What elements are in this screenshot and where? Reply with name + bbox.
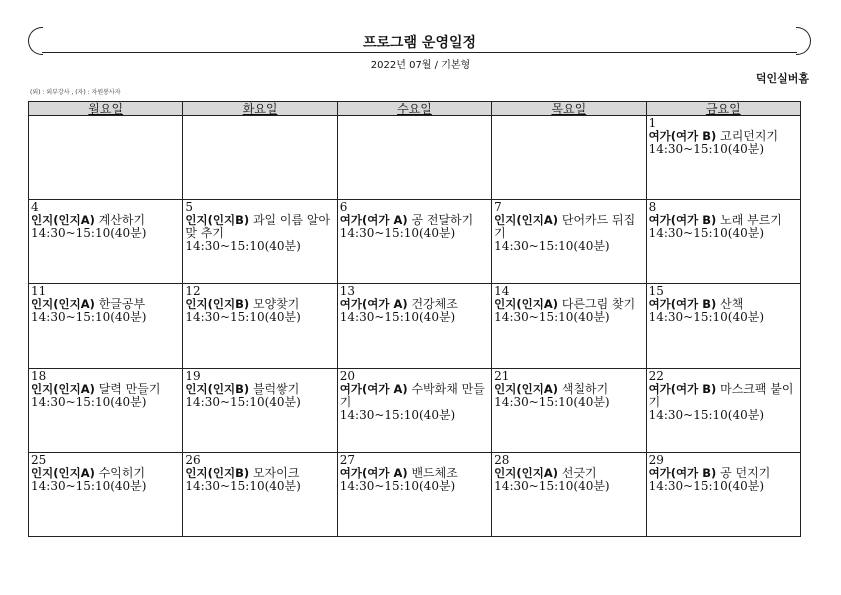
- day-number: 22: [648, 368, 664, 383]
- calendar-day-cell: [646, 116, 800, 200]
- day-number: 28: [494, 452, 510, 467]
- program-type: 여가(여가 A): [339, 297, 408, 312]
- day-number: 5: [185, 200, 194, 215]
- calendar-day-cell: [337, 452, 491, 536]
- weekday-header: 화요일: [183, 102, 337, 116]
- program-time: 14:30~15:10(40분): [31, 226, 147, 241]
- program-entry: [494, 214, 643, 240]
- program-type: 인지(인지B): [185, 381, 250, 396]
- program-time: 14:30~15:10(40분): [648, 310, 765, 325]
- program-name: 밴드체조: [411, 465, 458, 480]
- calendar-week-row: [29, 368, 801, 452]
- weekday-header: 목요일: [492, 102, 646, 116]
- program-time: 14:30~15:10(40분): [339, 226, 456, 241]
- calendar-day-cell: [646, 368, 800, 452]
- program-name: 과일 이름 알아 맞 추기: [185, 213, 331, 241]
- calendar-day-cell: [183, 452, 337, 536]
- program-name: 건강체조: [411, 297, 458, 312]
- day-number: 8: [648, 200, 657, 215]
- calendar-day-cell: [492, 200, 646, 284]
- program-name: 공 전달하기: [411, 213, 474, 228]
- program-type: 여가(여가 B): [648, 129, 717, 143]
- day-number: 4: [31, 200, 39, 215]
- program-time: 14:30~15:10(40분): [494, 478, 610, 493]
- program-entry: [340, 467, 489, 480]
- day-number: 27: [339, 452, 356, 467]
- program-entry: [31, 383, 180, 396]
- weekday-header: 금요일: [646, 102, 800, 116]
- day-number: 20: [339, 368, 356, 383]
- program-name: 선긋기: [561, 465, 597, 480]
- program-name: 다른그림 찾기: [561, 297, 636, 312]
- day-number: 1: [648, 116, 657, 130]
- program-time: 14:30~15:10(40분): [31, 394, 147, 409]
- program-entry: [649, 383, 798, 409]
- calendar-day-cell: [492, 452, 646, 536]
- day-number: 15: [648, 284, 664, 299]
- program-name: 마스크팩 붙이기: [648, 381, 794, 409]
- program-type: 인지(인지B): [185, 213, 250, 228]
- program-name: 모자이크: [252, 465, 300, 480]
- calendar-day-cell: [29, 116, 183, 200]
- program-type: 인지(인지A): [494, 465, 559, 480]
- calendar-day-cell: [29, 284, 183, 368]
- program-name: 공 던지기: [720, 465, 771, 480]
- weekday-header: 수요일: [337, 102, 491, 116]
- program-type: 인지(인지B): [185, 465, 250, 480]
- calendar-week-row: [29, 284, 801, 368]
- day-number: 21: [494, 368, 510, 383]
- program-entry: [185, 383, 334, 396]
- program-time: 14:30~15:10(40분): [185, 239, 301, 254]
- program-time: 14:30~15:10(40분): [339, 407, 456, 422]
- calendar-week-row: [29, 116, 801, 200]
- program-time: 14:30~15:10(40분): [185, 310, 301, 325]
- program-time: 14:30~15:10(40분): [494, 394, 610, 409]
- program-time: 14:30~15:10(40분): [185, 394, 301, 409]
- calendar-day-cell: [183, 200, 337, 284]
- program-time: 14:30~15:10(40분): [494, 239, 610, 254]
- program-type: 인지(인지A): [494, 381, 559, 396]
- calendar-day-cell: [29, 452, 183, 536]
- page-title: 프로그램 운영일정: [362, 35, 477, 51]
- day-number: 12: [185, 284, 201, 299]
- day-number: 7: [494, 200, 502, 215]
- program-name: 산책: [720, 297, 744, 312]
- calendar-day-cell: [646, 200, 800, 284]
- program-type: 여가(여가 A): [339, 381, 408, 396]
- calendar-day-cell: [337, 368, 491, 452]
- page-subtitle: 2022년 07월 / 기본형: [370, 60, 471, 71]
- day-number: 25: [31, 452, 47, 467]
- day-number: 13: [339, 284, 356, 299]
- program-time: 14:30~15:10(40분): [494, 310, 610, 325]
- program-time: 14:30~15:10(40분): [31, 310, 147, 325]
- calendar-day-cell: [183, 116, 337, 200]
- program-name: 한글공부: [98, 297, 146, 312]
- program-entry: [185, 214, 334, 240]
- program-time: 14:30~15:10(40분): [339, 478, 456, 493]
- program-name: 모양찾기: [252, 297, 300, 312]
- program-type: 여가(여가 A): [339, 213, 408, 228]
- program-entry: [185, 467, 334, 480]
- legend-note: (외) : 외부강사 , (자) : 자원봉사자: [30, 89, 121, 96]
- program-type: 여가(여가 A): [339, 465, 408, 480]
- calendar-day-cell: [29, 200, 183, 284]
- program-time: 14:30~15:10(40분): [648, 226, 765, 241]
- day-number: 19: [185, 368, 201, 383]
- weekday-header-row: [29, 102, 801, 116]
- day-number: 14: [494, 284, 510, 299]
- program-name: 달력 만들기: [98, 381, 161, 396]
- calendar-week-row: [29, 452, 801, 536]
- program-type: 여가(여가 B): [648, 297, 717, 312]
- program-type: 인지(인지A): [494, 213, 559, 228]
- program-type: 인지(인지A): [31, 213, 95, 228]
- program-type: 인지(인지B): [185, 297, 250, 312]
- calendar-day-cell: [492, 116, 646, 200]
- program-entry: [649, 467, 798, 480]
- program-time: 14:30~15:10(40분): [31, 478, 147, 493]
- organization-name: 덕인실버홈: [755, 72, 809, 85]
- program-type: 여가(여가 B): [648, 381, 717, 396]
- program-time: 14:30~15:10(40분): [185, 478, 301, 493]
- calendar-week-row: [29, 200, 801, 284]
- program-time: 14:30~15:10(40분): [648, 142, 765, 156]
- title-banner: [28, 27, 811, 53]
- calendar-day-cell: [646, 284, 800, 368]
- program-type: 인지(인지A): [31, 465, 95, 480]
- calendar-day-cell: [183, 368, 337, 452]
- day-number: 18: [31, 368, 47, 383]
- program-type: 인지(인지A): [31, 381, 95, 396]
- program-name: 고리던지기: [720, 129, 779, 143]
- calendar-day-cell: [337, 116, 491, 200]
- day-number: 26: [185, 452, 201, 467]
- day-number: 6: [339, 200, 348, 215]
- program-type: 여가(여가 B): [648, 465, 717, 480]
- title-underline: [42, 52, 797, 53]
- day-number: 11: [31, 284, 47, 299]
- program-name: 노래 부르기: [720, 213, 782, 228]
- calendar-day-cell: [646, 452, 800, 536]
- program-type: 여가(여가 B): [648, 213, 717, 228]
- program-name: 블럭쌓기: [252, 381, 300, 396]
- calendar-day-cell: [337, 200, 491, 284]
- program-time: 14:30~15:10(40분): [648, 478, 765, 493]
- program-time: 14:30~15:10(40분): [339, 310, 456, 325]
- program-entry: [494, 467, 643, 480]
- program-name: 계산하기: [98, 213, 146, 228]
- calendar-day-cell: [492, 284, 646, 368]
- calendar-day-cell: [183, 284, 337, 368]
- calendar-day-cell: [29, 368, 183, 452]
- program-time: 14:30~15:10(40분): [648, 407, 765, 422]
- schedule-calendar: [28, 101, 801, 537]
- program-entry: [31, 467, 180, 480]
- program-name: 수박화채 만들기: [339, 381, 485, 409]
- day-number: 29: [648, 452, 664, 467]
- calendar-day-cell: [337, 284, 491, 368]
- weekday-header: 월요일: [29, 102, 183, 116]
- program-name: 수익히기: [98, 465, 146, 480]
- program-name: 단어카드 뒤집기: [494, 213, 636, 241]
- calendar-day-cell: [492, 368, 646, 452]
- program-entry: [340, 383, 489, 409]
- program-type: 인지(인지A): [31, 297, 95, 312]
- program-name: 색칠하기: [561, 381, 609, 396]
- program-type: 인지(인지A): [494, 297, 559, 312]
- program-entry: [494, 383, 643, 396]
